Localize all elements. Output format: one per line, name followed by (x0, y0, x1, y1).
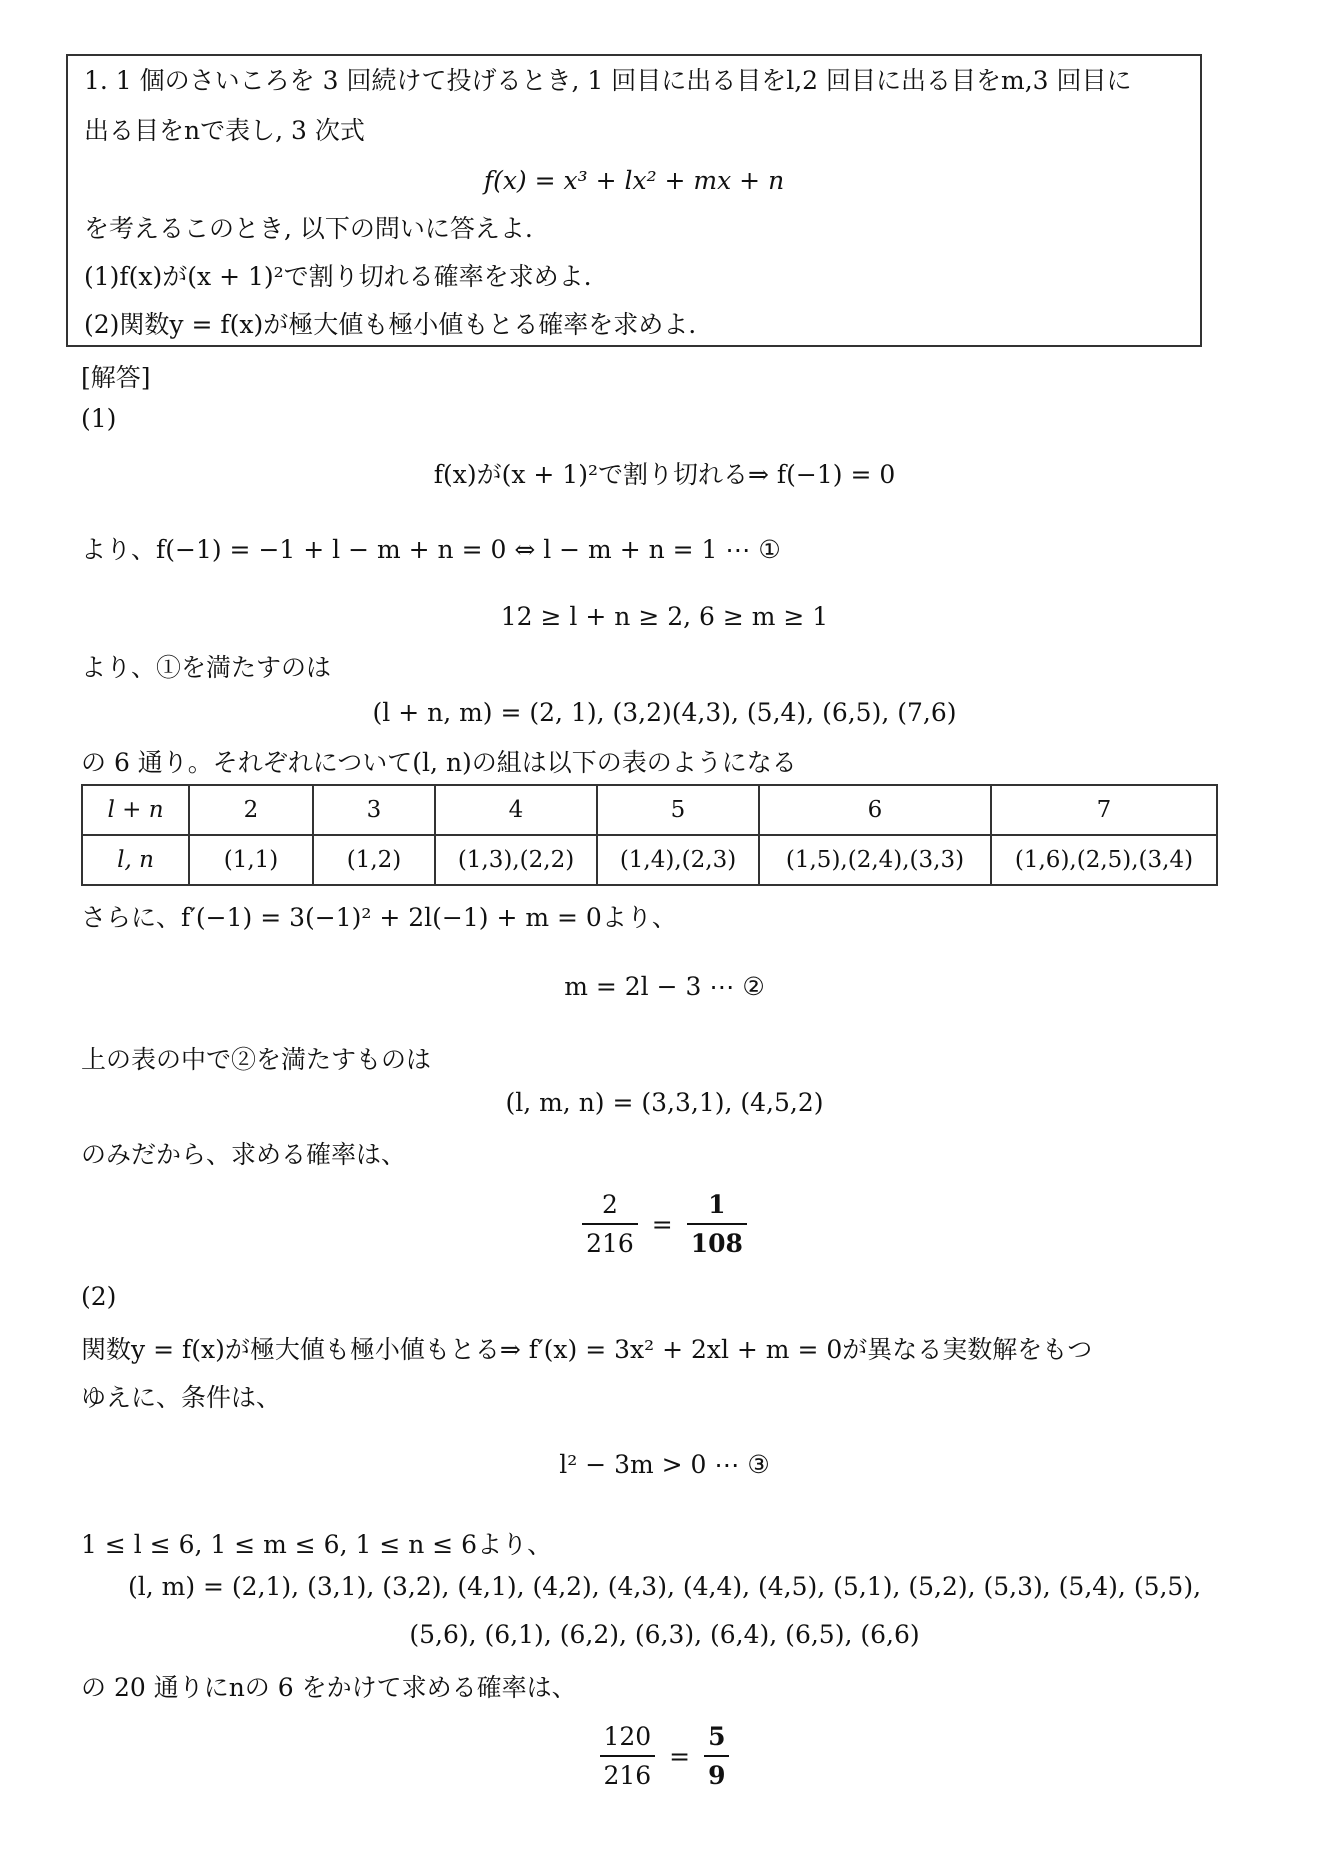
table-header-sum: l + n (82, 785, 189, 835)
question-1: (1)f(x)が(x + 1)²で割り切れる確率を求めよ. (84, 262, 592, 291)
ln-pairs-table (81, 784, 1218, 886)
p1-line-3: の 6 通り。それぞれについて(l, n)の組は以下の表のようになる (81, 748, 797, 777)
table-cell: (1,3),(2,2) (435, 835, 597, 885)
p2-equation-2a: (l, m) = (2,1), (3,1), (3,2), (4,1), (4,2), (4,3), (4,4), (4,5), (5,1), (5,2), (5,3), (5,4), (5,5), (127, 1572, 1202, 1601)
p1-line-6: のみだから、求める確率は、 (81, 1140, 407, 1169)
table-cell: (1,5),(2,4),(3,3) (759, 835, 991, 885)
problem-line-2: 出る目をnで表し, 3 次式 (84, 116, 365, 145)
table-header-pair: l, n (82, 835, 189, 885)
problem-box (66, 54, 1202, 347)
p1-result-fraction (0, 1190, 1329, 1258)
equals-sign: = (651, 1209, 673, 1239)
p1-equation-4: m = 2l − 3 ⋯ ② (564, 972, 765, 1001)
table-row (82, 785, 1217, 835)
p1-equation-3: (l + n, m) = (2, 1), (3,2)(4,3), (5,4), (6,5), (7,6) (372, 698, 957, 727)
p2-result-fraction (0, 1722, 1329, 1790)
problem-line-3: を考えるこのとき, 以下の問いに答えよ. (84, 214, 533, 243)
p1-line-4: さらに、f′(−1) = 3(−1)² + 2l(−1) + m = 0より、 (81, 903, 677, 932)
p1-equation-5: (l, m, n) = (3,3,1), (4,5,2) (505, 1088, 824, 1117)
table-cell: 2 (189, 785, 313, 835)
part-1-label: (1) (81, 404, 117, 433)
fraction (600, 1722, 656, 1790)
p2-equation-2b: (5,6), (6,1), (6,2), (6,3), (6,4), (6,5), (6,6) (409, 1620, 920, 1649)
fraction-numerator: 2 (582, 1190, 638, 1225)
table-cell: 4 (435, 785, 597, 835)
table-row (82, 835, 1217, 885)
table-cell: 7 (991, 785, 1217, 835)
p1-line-1: より、f(−1) = −1 + l − m + n = 0 ⇔ l − m + n = 1 ⋯ ① (81, 535, 781, 564)
fraction-numerator: 5 (704, 1722, 729, 1757)
table-cell: (1,2) (313, 835, 435, 885)
problem-line-1: 1. 1 個のさいころを 3 回続けて投げるとき, 1 回目に出る目をl,2 回目に出る目をm,3 回目に (84, 66, 1132, 95)
problem-formula: f(x) = x³ + lx² + mx + n (483, 166, 785, 195)
table-cell: (1,6),(2,5),(3,4) (991, 835, 1217, 885)
p2-line-2: ゆえに、条件は、 (81, 1383, 282, 1412)
table-cell: 3 (313, 785, 435, 835)
table-cell: (1,4),(2,3) (597, 835, 759, 885)
fraction-denominator: 9 (708, 1761, 726, 1790)
fraction (582, 1190, 638, 1258)
answer-heading: [解答] (81, 363, 151, 392)
fraction-numerator: 120 (600, 1722, 656, 1757)
table-cell: 5 (597, 785, 759, 835)
question-2: (2)関数y = f(x)が極大値も極小値もとる確率を求めよ. (84, 310, 697, 339)
answer-fraction (687, 1190, 747, 1258)
table-cell: 6 (759, 785, 991, 835)
fraction-numerator: 1 (687, 1190, 747, 1225)
equals-sign: = (669, 1741, 691, 1771)
p2-line-1: 関数y = f(x)が極大値も極小値もとる⇒ f′(x) = 3x² + 2xl + m = 0が異なる実数解をもつ (81, 1335, 1093, 1364)
table-cell: (1,1) (189, 835, 313, 885)
part-2-label: (2) (81, 1282, 117, 1311)
p1-equation-2: 12 ≥ l + n ≥ 2, 6 ≥ m ≥ 1 (500, 602, 829, 631)
fraction-denominator: 108 (690, 1229, 743, 1258)
p2-equation-1: l² − 3m > 0 ⋯ ③ (559, 1450, 770, 1479)
p1-line-5: 上の表の中で②を満たすものは (81, 1045, 432, 1074)
answer-fraction (704, 1722, 729, 1790)
p2-line-4: の 20 通りにnの 6 をかけて求める確率は、 (81, 1673, 577, 1702)
p2-line-3: 1 ≤ l ≤ 6, 1 ≤ m ≤ 6, 1 ≤ n ≤ 6より、 (81, 1530, 553, 1559)
p1-equation-1: f(x)が(x + 1)²で割り切れる⇒ f(−1) = 0 (433, 460, 896, 489)
p1-line-2: より、①を満たすのは (81, 653, 332, 682)
fraction-denominator: 216 (586, 1229, 634, 1258)
fraction-denominator: 216 (603, 1761, 652, 1790)
